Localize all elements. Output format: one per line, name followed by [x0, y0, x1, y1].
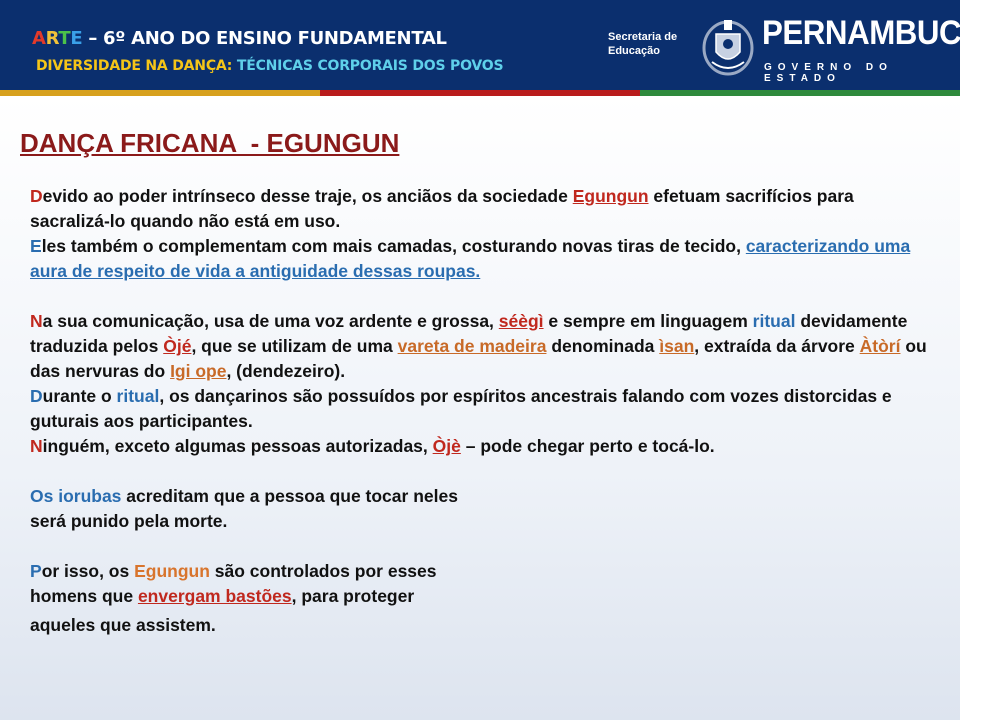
initial-letter: D: [30, 386, 43, 406]
initial-letter: N: [30, 311, 43, 331]
paragraph-6: [30, 484, 930, 509]
slide-header: [0, 0, 985, 90]
text-run: a sua comunicação, usa de uma voz ardente e grossa,: [42, 311, 499, 331]
text-run: , que se utilizam de uma: [191, 336, 398, 356]
link-seegi[interactable]: séègì: [498, 311, 544, 331]
paragraph-5: [30, 434, 930, 459]
government-label: GOVERNO DO ESTADO: [764, 62, 893, 84]
paragraph-3: [30, 309, 930, 384]
secretaria-line-2: Educação: [608, 45, 660, 57]
coat-of-arms-icon: [700, 14, 756, 78]
text-run: evido ao poder intrínseco desse traje, os anciãos da sociedade: [42, 186, 573, 206]
text-run: denominada: [546, 336, 660, 356]
text-run: são controlados por esses: [209, 561, 437, 581]
secretaria-line-1: Secretaria de: [608, 31, 678, 43]
link-atori[interactable]: Àtòrí: [859, 336, 901, 356]
text-run: e sempre em linguagem: [543, 311, 753, 331]
link-vareta-madeira[interactable]: vareta de madeira: [397, 336, 547, 356]
secretaria-label: [608, 30, 677, 58]
word-ritual: ritual: [116, 386, 160, 406]
text-run: acreditam que a pessoa que tocar neles: [121, 486, 458, 506]
word-egungun: Egungun: [134, 561, 210, 581]
header-subtitle-b: TÉCNICAS CORPORAIS DOS POVOS: [236, 58, 504, 74]
text-run: , para proteger: [291, 586, 415, 606]
text-run: homens que: [30, 586, 138, 606]
text-run: , os dançarinos são possuídos por espíritos ancestrais falando com vozes distorcidas e guturais aos participantes.: [30, 386, 892, 431]
paragraph-4: [30, 384, 930, 434]
text-run: aqueles que assistem.: [30, 615, 216, 635]
header-course-rest: – 6º ANO DO ENSINO FUNDAMENTAL: [82, 28, 447, 49]
text-run: será punido pela morte.: [30, 511, 228, 531]
word-ritual: ritual: [752, 311, 796, 331]
spacer: [30, 534, 930, 559]
header-letter-a: A: [32, 28, 46, 49]
text-run: , extraída da árvore: [694, 336, 860, 356]
word-os-iorubas: Os iorubas: [30, 486, 122, 506]
header-letter-r: R: [45, 28, 59, 49]
paragraph-7: [30, 559, 930, 584]
link-egungun[interactable]: Egungun: [572, 186, 649, 206]
text-run: ou das nervuras do: [30, 336, 927, 381]
paragraph-7-line-3: [30, 613, 930, 638]
slide-text: [30, 184, 930, 638]
text-run: or isso, os: [41, 561, 135, 581]
initial-letter: E: [30, 236, 42, 256]
link-envergam-bastoes[interactable]: envergam bastões: [137, 586, 292, 606]
spacer: [30, 459, 930, 484]
paragraph-6-cont: [30, 509, 930, 534]
paragraph-7-line-2: [30, 584, 930, 609]
initial-letter: P: [30, 561, 42, 581]
text-run: – pode chegar perto e tocá-lo.: [460, 436, 715, 456]
link-oje[interactable]: Òjé: [163, 336, 192, 356]
link-igi-ope[interactable]: Igi ope: [170, 361, 227, 381]
header-subtitle-a: DIVERSIDADE NA DANÇA: [36, 58, 227, 74]
initial-letter: D: [30, 186, 43, 206]
header-letter-e: E: [70, 28, 83, 49]
header-letter-t: T: [58, 28, 71, 49]
paragraph-1: [30, 184, 930, 234]
link-isan[interactable]: ìsan: [659, 336, 695, 356]
text-run: efetuam sacrifícios para sacralizá-lo quando não está em uso.: [30, 186, 854, 231]
spacer: [30, 284, 930, 309]
paragraph-2: [30, 234, 930, 284]
slide-title: DANÇA FRICANA - EGUNGUN: [20, 128, 400, 158]
text-run: , (dendezeiro).: [226, 361, 346, 381]
initial-letter: N: [30, 436, 43, 456]
header-course-line: [32, 28, 447, 49]
state-name: PERNAMBUCO: [762, 14, 985, 52]
text-run: devidamente traduzida pelos: [30, 311, 908, 356]
header-subtitle-sep: :: [226, 58, 237, 74]
header-subtitle: [36, 58, 503, 74]
text-run: les também o complementam com mais camadas, costurando novas tiras de tecido,: [41, 236, 746, 256]
text-run: inguém, exceto algumas pessoas autorizadas,: [42, 436, 433, 456]
link-aura-respeito[interactable]: caracterizando uma aura de respeito de vida a antiguidade dessas roupas.: [30, 236, 911, 281]
link-oje-2[interactable]: Òjè: [432, 436, 461, 456]
text-run: urante o: [42, 386, 117, 406]
